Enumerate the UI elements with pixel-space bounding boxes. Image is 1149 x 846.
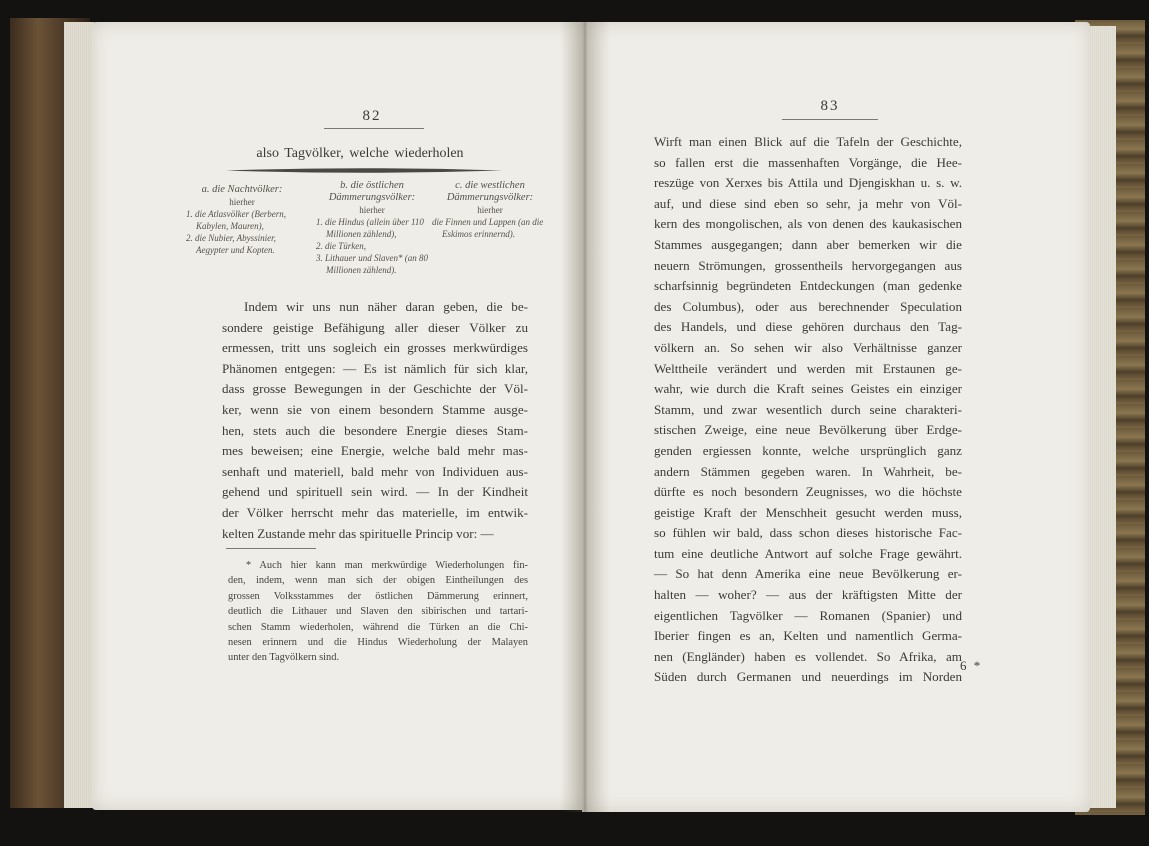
- page-edges-right: [1088, 26, 1116, 808]
- page-edges-left: [64, 22, 94, 808]
- text-line: des Columbus), oder aus berechnender Speculation: [654, 298, 962, 314]
- text-line: auf, und diese sind eben so sehr, ja mehr von Völ-: [654, 195, 962, 211]
- text-line: dass grosse Bewegungen in der Geschichte der Völ-: [222, 381, 528, 397]
- list-item: 2. die Türken,: [316, 241, 366, 251]
- right-body-text: [654, 132, 962, 688]
- text-line: genden ergiessen konnte, welche ursprünglich ganz: [654, 442, 962, 458]
- signature-mark: 6 *: [960, 658, 983, 673]
- page-number-right: 83: [820, 98, 840, 114]
- text-line: sondere geistige Befähigung aller dieser Völker zu: [222, 319, 528, 335]
- column-eastern-twilight-peoples: [316, 180, 428, 276]
- footnote-line: * Auch hier kann man merkwürdige Wiederholungen fin-: [246, 560, 528, 571]
- text-line: so fallen erst die massenhaften Vorgänge, die Hee-: [654, 154, 962, 170]
- text-line: Stamm, und zwar wesentlich durch seine charakteri-: [654, 401, 962, 417]
- text-line: hen, stets auch die besondere Energie dieses Stam-: [222, 422, 528, 438]
- text-line: wahr, wie durch die Kraft seines Geistes ein einziger: [654, 381, 962, 397]
- page-number-rule-right: [782, 119, 878, 120]
- footnote-line: deutlich die Lithauer und Slaven den sibirischen und tartari-: [228, 606, 528, 618]
- text-line: eigentlichen Tagvölker — Romanen (Spanier) und: [654, 607, 962, 623]
- text-line: Iberier fingen es an, Kelten und namentlich Germa-: [654, 628, 962, 644]
- column-western-twilight-peoples: [432, 180, 548, 240]
- list-item: 1. die Hindus (allein über 110 Millionen zählend),: [316, 217, 424, 239]
- text-line: gehend und spirituell sein wird. — In der Kindheit: [222, 484, 528, 500]
- text-line: Wirft man einen Blick auf die Tafeln der Geschichte,: [654, 134, 962, 149]
- left-body-text: [222, 297, 528, 544]
- text-line: ermessen, tritt uns sogleich ein grosses merkwürdiges: [222, 340, 528, 356]
- text-line: kelten Zustande mehr das spirituelle Princip vor: —: [222, 525, 494, 541]
- text-line: Phänomen entgegen: — Es ist nämlich für sich klar,: [222, 360, 528, 376]
- book-gutter: [560, 22, 610, 812]
- text-line: halten — woher? — aus der kräftigsten Mitte der: [654, 587, 962, 603]
- table-caption: also Tagvölker, welche wiederholen: [256, 146, 464, 161]
- footnote-line: grossen Volksstammes der östlichen Dämmerung erinnert,: [228, 590, 528, 602]
- text-line: mes beweisen; eine Energie, welche bald mehr mas-: [222, 443, 528, 459]
- footnote: [228, 558, 528, 666]
- text-line: Indem wir uns nun näher daran geben, die be-: [244, 299, 528, 314]
- list-item: 1. die Atlasvölker (Berbern, Kabylen, Mauren),: [186, 209, 287, 231]
- text-line: kern des mongolischen, als von denen des kaukasischen: [654, 216, 962, 232]
- text-line: reszüge von Xerxes bis Attila und Djengiskhan u. s. w.: [654, 175, 962, 191]
- text-line: Süden durch Germanen und neuerdings im Norden: [654, 669, 962, 685]
- text-line: so fühlen wir bald, dass schon dieses historische Fac-: [654, 525, 962, 541]
- text-line: senhaft und materiell, bald mehr von Individuen aus-: [222, 463, 528, 479]
- column-sub: hierher: [477, 205, 503, 215]
- swelled-rule: [226, 167, 502, 174]
- column-sub: hierher: [229, 197, 255, 207]
- text-line: nen (Engländer) haben es vollendet. So Afrika, am: [654, 648, 962, 664]
- column-head: a. die Nachtvölker:: [201, 184, 283, 195]
- text-line: völkern an. So sehen wir also Verhältnisse ganzer: [654, 339, 962, 355]
- column-night-peoples: [186, 184, 298, 256]
- list-item: 2. die Nubier, Abyssinier, Aegypter und Kopten.: [186, 233, 276, 255]
- text-line: geistige Kraft der Menschheit gesucht werden muss,: [654, 504, 962, 520]
- footnote-line: nesen erinnern und die Hindus Wiederholung der Malayen: [228, 637, 528, 649]
- footnote-line: den, indem, wenn man sich der obigen Eintheilungen des: [228, 575, 528, 587]
- text-line: andern Stämmen gegeben waren. In Wahrheit, be-: [654, 463, 962, 479]
- footnote-line: unter den Tagvölkern sind.: [228, 652, 340, 664]
- text-line: neuern Strömungen, grossentheils hervorgegangen aus: [654, 257, 962, 273]
- footnote-line: schen Stamm wiederholen, während die Türken an die Chi-: [228, 621, 528, 633]
- text-line: ker, wenn sie von einem besondern Stamme ausge-: [222, 401, 528, 417]
- text-line: stischen Zweige, eine neue Bevölkerung über Erdge-: [654, 422, 962, 438]
- list-item: die Finnen und Lappen (an die Eskimos erinnernd).: [432, 217, 544, 239]
- text-line: Stammes ausgegangen; dann aber bemerken wir die: [654, 236, 962, 252]
- text-line: Welttheile verändert und werden mit Erstaunen ge-: [654, 360, 962, 376]
- text-line: scharfsinnig begründeten Entdeckungen (man gedenke: [654, 278, 962, 294]
- page-number-rule-left: [324, 128, 424, 129]
- text-line: dürfte es noch besondern Zeugnisses, wo die höchste: [654, 484, 962, 500]
- text-line: — So hat denn Amerika eine neue Bevölkerung er-: [654, 566, 962, 582]
- list-item: 3. Lithauer und Slaven* (an 80 Millionen zählend).: [316, 253, 428, 275]
- column-head: b. die östlichen Dämmerungsvölker:: [328, 180, 416, 203]
- text-line: tum eine deutliche Antwort auf solche Frage gewährt.: [654, 545, 962, 561]
- column-head: c. die westlichen Dämmerungsvölker:: [446, 180, 534, 203]
- page-number-left: 82: [362, 108, 382, 124]
- column-sub: hierher: [359, 205, 385, 215]
- text-line: des Handels, und diese gehören durchaus den Tag-: [654, 319, 962, 335]
- footnote-rule: [226, 548, 316, 549]
- text-line: der Völker herrscht mehr das materielle, im entwik-: [222, 504, 528, 520]
